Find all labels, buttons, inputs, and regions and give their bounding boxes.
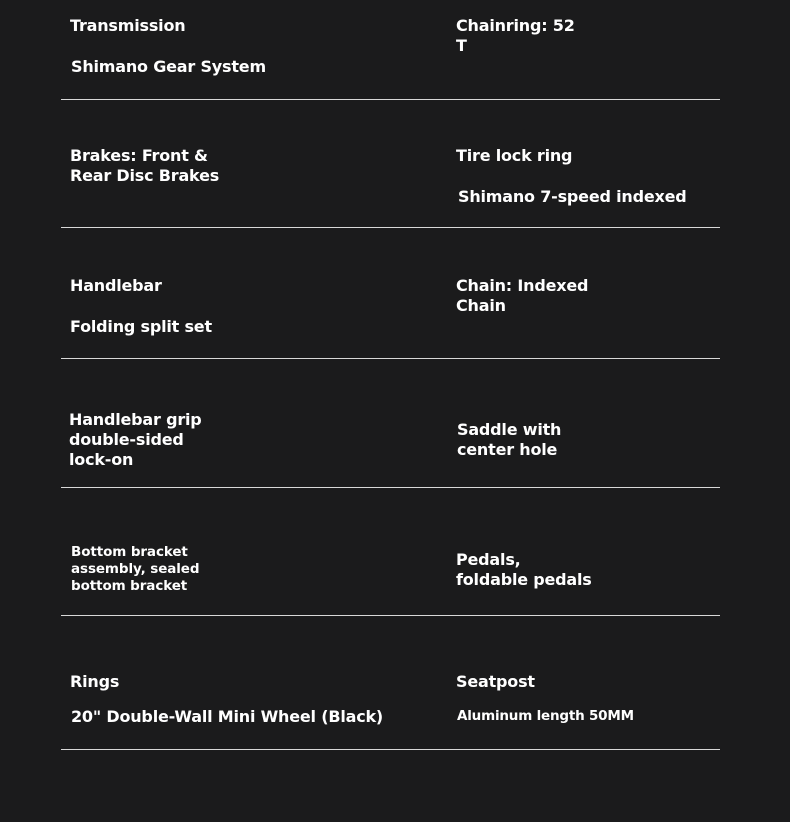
spec-brakes-label: Brakes: Front & Rear Disc Brakes <box>70 146 220 185</box>
spec-tire-lock-ring-value: Shimano 7-speed indexed <box>458 187 687 206</box>
spec-pedals-label: Pedals, foldable pedals <box>456 550 592 589</box>
spec-chainring-label: Chainring: 52 T <box>456 16 575 55</box>
spec-seatpost-value: Aluminum length 50MM <box>457 708 634 724</box>
row-divider <box>61 358 720 359</box>
spec-handlebar-value: Folding split set <box>70 317 212 336</box>
spec-rings-label: Rings <box>70 672 120 691</box>
spec-handlebar-grip-label: Handlebar grip double-sided lock-on <box>69 410 202 469</box>
row-divider <box>61 487 720 488</box>
spec-chain-label: Chain: Indexed Chain <box>456 276 589 315</box>
spec-bottom-bracket-label: Bottom bracket assembly, sealed bottom bracket <box>71 544 200 594</box>
spec-tire-lock-ring-label: Tire lock ring <box>456 146 573 165</box>
spec-seatpost-label: Seatpost <box>456 672 535 691</box>
row-divider <box>61 615 720 616</box>
row-divider <box>61 749 720 750</box>
spec-rings-value: 20" Double-Wall Mini Wheel (Black) <box>71 707 384 726</box>
spec-transmission-label: Transmission <box>70 16 186 35</box>
spec-saddle-label: Saddle with center hole <box>457 420 562 459</box>
row-divider <box>61 227 720 228</box>
spec-handlebar-label: Handlebar <box>70 276 162 295</box>
spec-transmission-value: Shimano Gear System <box>71 57 266 76</box>
row-divider <box>61 99 720 100</box>
